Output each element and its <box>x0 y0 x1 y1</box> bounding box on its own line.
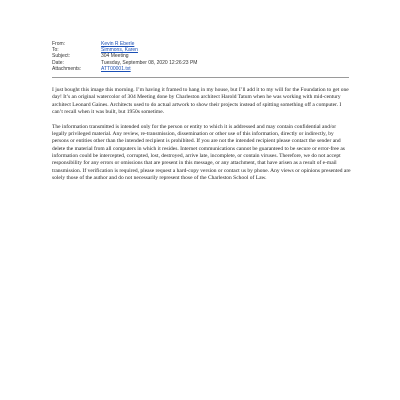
email-header <box>52 41 352 72</box>
email-body <box>52 87 351 190</box>
from-label: From: <box>52 41 66 47</box>
date-value: Tuesday, September 08, 2020 12:26:23 PM <box>101 59 198 66</box>
attachments-label: Attachments: <box>52 65 82 72</box>
attachments-row <box>52 66 352 72</box>
date-label: Date: <box>52 59 64 66</box>
to-label: To: <box>52 47 59 54</box>
message-paragraph: I just bought this image this morning. I’m having it framed to hang in my house, but I’ll add it to my will for the Foundation to get one day! It’s an original watercolor of 304 Meeting done by Charleston architect Harold Tatum when he was working with mid-century architect Leonard Gaines. Architects used to do actual artwork to show their projects instead of spitting something off a computer. I can’t recall when it was built, but 1950s sometime. <box>52 87 349 116</box>
header-divider <box>52 77 349 78</box>
subject-label: Subject: <box>52 53 71 60</box>
disclaimer-paragraph: The information transmitted is intended only for the person or entity to which it is addressed and may contain confidential and/or legally privileged material. Any review, re-transmission, dissemination or other use of this information, directly or indirectly, by persons or entities other than the intended recipient is prohibited. If you are not the intended recipient please contact the sender and delete the material from all computers in which it resides. Internet communications cannot be guaranteed to be secure or error-free as information could be intercepted, corrupted, lost, destroyed, arrive late, incomplete, or contain viruses. Therefore, we do not accept responsibility for any errors or omissions that are present in this message, or any attachment, that have arisen as a result of e-mail transmission. If verification is required, please request a hard-copy version or contact us by phone. Any views or opinions presented are solely those of the author and do not necessarily represent those of the Charleston School of Law. <box>52 123 351 182</box>
attachment-link[interactable]: ATT00001.txt <box>101 65 131 72</box>
to-value-link[interactable]: Simmons, Karen <box>101 47 138 54</box>
subject-value: 304 Meeting <box>101 53 129 60</box>
from-value-link[interactable]: Kevin R Eberle <box>101 41 135 47</box>
